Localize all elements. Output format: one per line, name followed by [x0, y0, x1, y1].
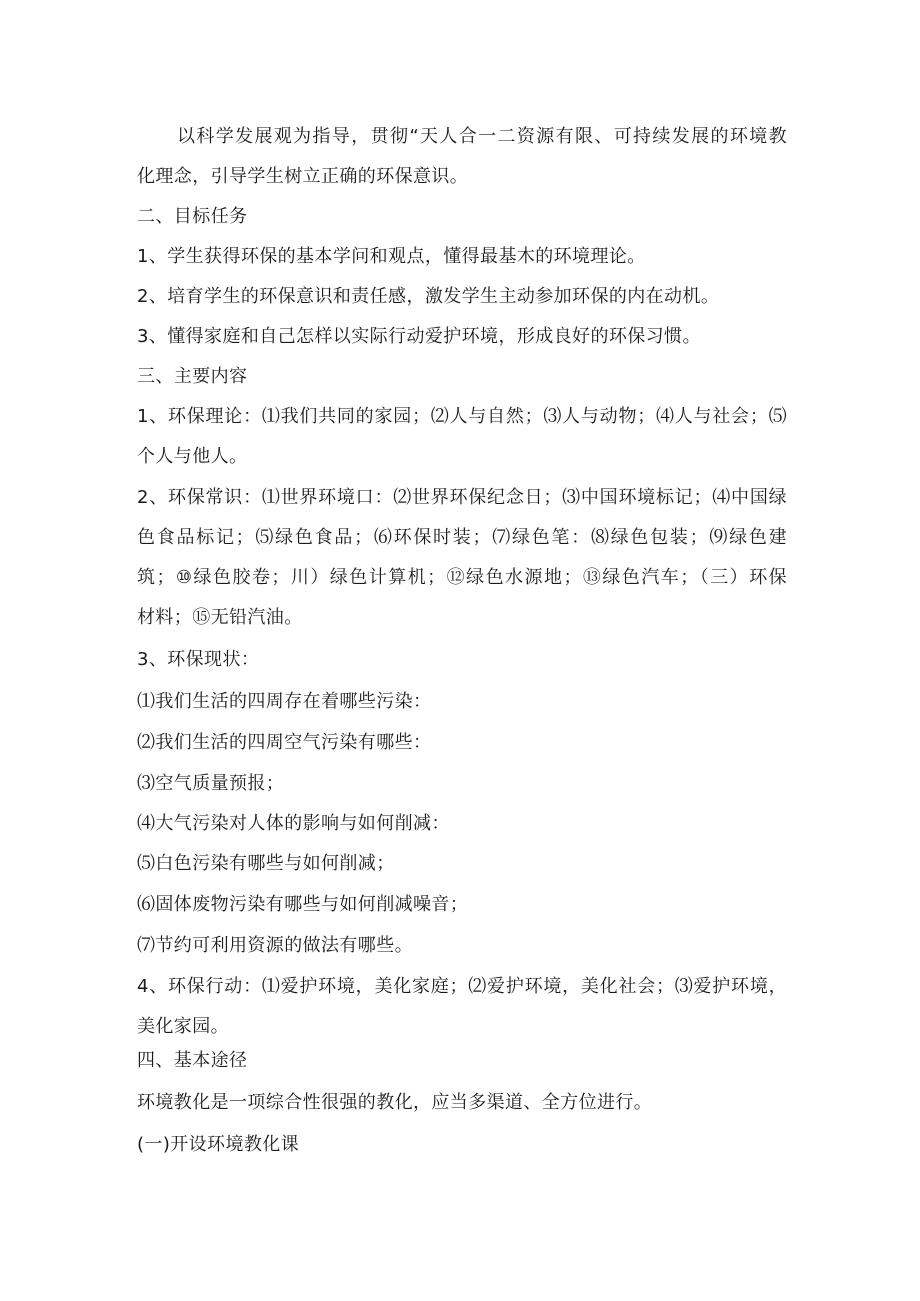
section-heading-approach: 四、基本途径 — [137, 1050, 248, 1071]
status-item-7: ⑺节约可利用资源的做法有哪些。 — [137, 935, 413, 956]
status-item-6: ⑹固体废物污染有哪些与如何削减噪音； — [137, 894, 469, 915]
intro-paragraph-line-2: 化理念，引导学生树立正确的环保意识。 — [137, 166, 469, 187]
status-item-5: ⑸白色污染有哪些与如何削减； — [137, 853, 395, 874]
content-item-4-line-1: 4、环保行动：⑴爱护环境，美化家庭；⑵爱护环境，美化社会；⑶爱护环境， — [137, 976, 787, 997]
goal-item-3: 3、懂得家庭和自己怎样以实际行动爱护环境，形成良好的环保习惯。 — [137, 326, 701, 347]
content-item-2-line-3: 筑；⑩绿色胶卷；川）绿色计算机；⑫绿色水源地；⑬绿色汽车；（三）环保 — [137, 567, 787, 588]
approach-paragraph: 环境教化是一项综合性很强的教化，应当多渠道、全方位进行。 — [137, 1092, 653, 1113]
content-item-2-line-1: 2、环保常识：⑴世界环境口：⑵世界环保纪念日；⑶中国环境标记；⑷中国绿 — [137, 487, 787, 508]
content-item-3-heading: 3、环保现状： — [137, 649, 260, 670]
content-item-1-line-1: 1、环保理论：⑴我们共同的家园；⑵人与自然；⑶人与动物；⑷人与社会；⑸ — [137, 406, 787, 427]
content-item-1-line-2: 个人与他人。 — [137, 446, 248, 467]
goal-item-1: 1、学生获得环保的基本学问和观点，懂得最基木的环境理论。 — [137, 246, 646, 267]
intro-paragraph-line-1: 以科学发展观为指导，贯彻“天人合一二资源有限、可持续发展的环境教 — [177, 126, 787, 147]
status-item-4: ⑷大气污染对人体的影响与如何削减： — [137, 813, 450, 834]
content-item-4-line-2: 美化家园。 — [137, 1016, 229, 1037]
subsection-heading-course: (一)开设环境教化课 — [137, 1134, 300, 1155]
status-item-1: ⑴我们生活的四周存在着哪些污染： — [137, 691, 432, 712]
status-item-3: ⑶空气质量预报； — [137, 773, 285, 794]
section-heading-content: 三、主要内容 — [137, 366, 248, 387]
goal-item-2: 2、培育学生的环保意识和责任感，激发学生主动参加环保的内在动机。 — [137, 286, 720, 307]
section-heading-goals: 二、目标任务 — [137, 206, 248, 227]
status-item-2: ⑵我们生活的四周空气污染有哪些： — [137, 732, 432, 753]
content-item-2-line-2: 色食品标记；⑸绿色食品；⑹环保时装；⑺绿色笔：⑻绿色包装；⑼绿色建 — [137, 527, 787, 548]
content-item-2-line-4: 材料；⑮无铅汽油。 — [137, 607, 303, 628]
